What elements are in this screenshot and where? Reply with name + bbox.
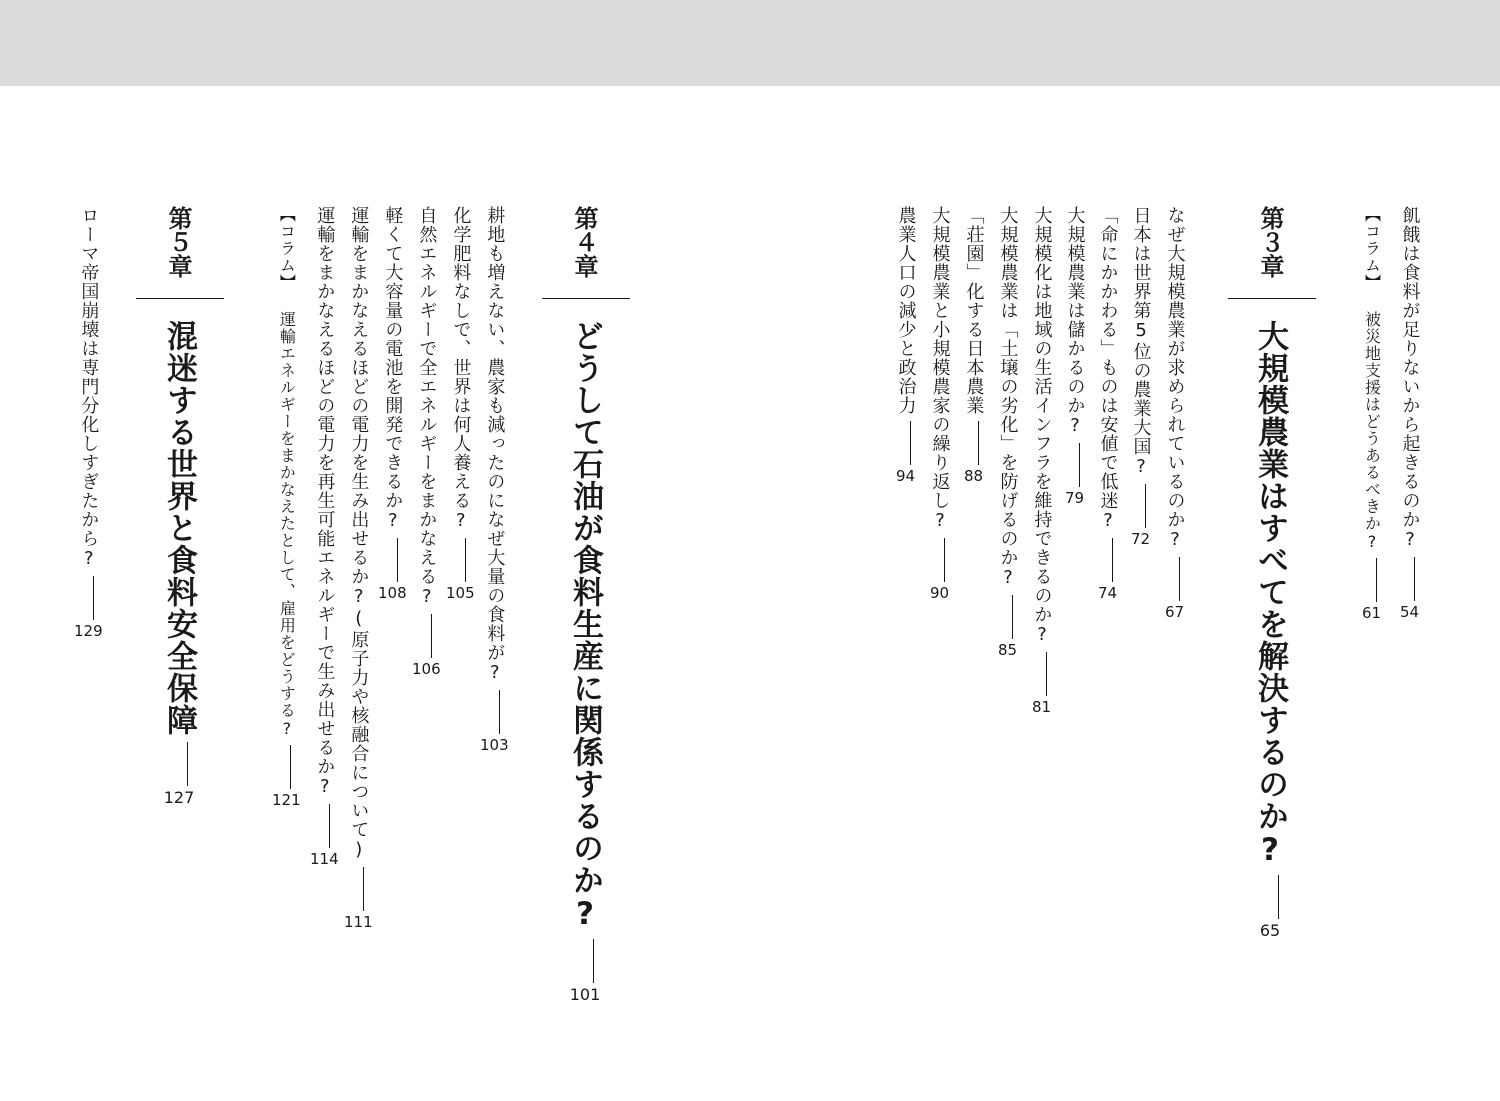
top-gray-band [0, 0, 1500, 86]
chapter-divider [136, 298, 224, 299]
page-number: 61 [1362, 604, 1382, 622]
chapter-divider [1228, 298, 1316, 299]
page-number: 74 [1098, 584, 1118, 602]
page-number: 105 [446, 584, 475, 602]
page-number: 106 [412, 660, 441, 678]
toc-entry[interactable] [964, 206, 983, 484]
entry-title: 軽くて大容量の電池を開発できるか? [382, 206, 404, 532]
toc-entry[interactable] [1131, 206, 1150, 547]
toc-entry[interactable] [998, 206, 1017, 658]
toc-entry[interactable] [412, 206, 441, 677]
page-number: 129 [74, 622, 103, 640]
leader-line [1145, 484, 1146, 528]
leader-line [1278, 875, 1279, 919]
entry-title: ローマ帝国崩壊は専門分化しすぎたから? [78, 206, 100, 570]
entry-title: 耕地も増えない、農家も減ったのになぜ大量の食料が? [484, 206, 506, 684]
entry-title: 運輸をまかなえるほどの電力を生み出せるか?(原子力や核融合について) [348, 206, 370, 861]
page-number: 90 [930, 584, 950, 602]
leader-line [397, 538, 398, 582]
page-number: 127 [163, 788, 195, 807]
toc-entry[interactable] [1165, 206, 1184, 620]
entry-title: 大規模農業は儲かるのか? [1064, 206, 1086, 437]
entry-title: 運輸をまかなえるほどの電力を再生可能エネルギーで生み出せるか? [314, 206, 336, 798]
leader-line [978, 421, 979, 465]
leader-line [431, 614, 432, 658]
leader-line [593, 939, 594, 983]
toc-entry[interactable] [1098, 206, 1117, 601]
toc-entry[interactable] [310, 206, 339, 867]
leader-line [1414, 557, 1415, 601]
toc-entry[interactable] [1400, 206, 1419, 620]
entry-title: 農業人口の減少と政治力 [895, 206, 917, 415]
page-number: 65 [1259, 921, 1281, 940]
toc-entry[interactable] [446, 206, 475, 601]
page-number: 54 [1400, 603, 1420, 621]
entry-title: 【コラム】 運輸エネルギーをまかなえたとして、雇用をどうする? [277, 206, 297, 739]
toc-entry[interactable] [344, 206, 373, 930]
leader-line [944, 538, 945, 582]
leader-line [363, 867, 364, 911]
leader-line [93, 576, 94, 620]
page-number: 81 [1032, 698, 1052, 716]
toc-entry[interactable] [1065, 206, 1084, 506]
toc-column-entry[interactable] [1362, 206, 1381, 621]
page-number: 111 [344, 913, 373, 931]
chapter-title-text: 混迷する世界と食料安全保障 [161, 320, 197, 736]
entry-title: 【コラム】 被災地支援はどうあるべきか? [1362, 206, 1382, 552]
page-number: 103 [480, 736, 509, 754]
entry-title: 大規模農業と小規模農家の繰り返し? [929, 206, 951, 532]
entry-title: 化学肥料なしで、世界は何人養える? [450, 206, 472, 532]
entry-title: 大規模農業は「土壌の劣化」を防げるのか? [997, 206, 1019, 589]
leader-line [290, 745, 291, 789]
toc-entry[interactable] [378, 206, 407, 601]
page-number: 88 [964, 467, 984, 485]
chapter-title[interactable] [567, 320, 603, 1004]
entry-title: 日本は世界第5位の農業大国? [1130, 206, 1152, 478]
leader-line [1046, 652, 1047, 696]
leader-line [910, 421, 911, 465]
chapter-title-text: 大規模農業はすべてを解決するのか? [1252, 320, 1288, 869]
chapter-divider [542, 298, 630, 299]
chapter-label: 第５章 [164, 206, 192, 278]
leader-line [1112, 538, 1113, 582]
chapter-title-text: どうして石油が食料生産に関係するのか? [567, 320, 603, 933]
leader-line [1179, 557, 1180, 601]
page-number: 85 [998, 641, 1018, 659]
entry-title: 「命にかかわる」ものは安値で低迷? [1097, 206, 1119, 532]
entry-title: 自然エネルギーで全エネルギーをまかなえる? [416, 206, 438, 608]
leader-line [1376, 558, 1377, 602]
leader-line [187, 742, 188, 786]
chapter-label: 第３章 [1256, 206, 1284, 278]
leader-line [499, 690, 500, 734]
leader-line [329, 804, 330, 848]
page-number: 79 [1065, 489, 1085, 507]
entry-title: 大規模化は地域の生活インフラを維持できるのか? [1031, 206, 1053, 646]
leader-line [1012, 595, 1013, 639]
page-number: 101 [569, 985, 601, 1004]
page-number: 108 [378, 584, 407, 602]
page-number: 121 [272, 791, 301, 809]
page-number: 72 [1131, 530, 1151, 548]
toc-entry[interactable] [74, 206, 103, 639]
chapter-title[interactable] [161, 320, 197, 807]
toc-entry[interactable] [896, 206, 915, 484]
chapter-label: 第４章 [570, 206, 598, 278]
entry-title: 「荘園」化する日本農業 [963, 206, 985, 415]
leader-line [1079, 443, 1080, 487]
toc-column-entry[interactable] [272, 206, 301, 808]
toc-entry[interactable] [480, 206, 509, 753]
toc-entry[interactable] [930, 206, 949, 601]
chapter-title[interactable] [1252, 320, 1288, 940]
page-number: 94 [896, 467, 916, 485]
toc-entry[interactable] [1032, 206, 1051, 715]
page-number: 114 [310, 850, 339, 868]
entry-title: 飢餓は食料が足りないから起きるのか? [1399, 206, 1421, 551]
entry-title: なぜ大規模農業が求められているのか? [1164, 206, 1186, 551]
page-number: 67 [1165, 603, 1185, 621]
leader-line [465, 538, 466, 582]
